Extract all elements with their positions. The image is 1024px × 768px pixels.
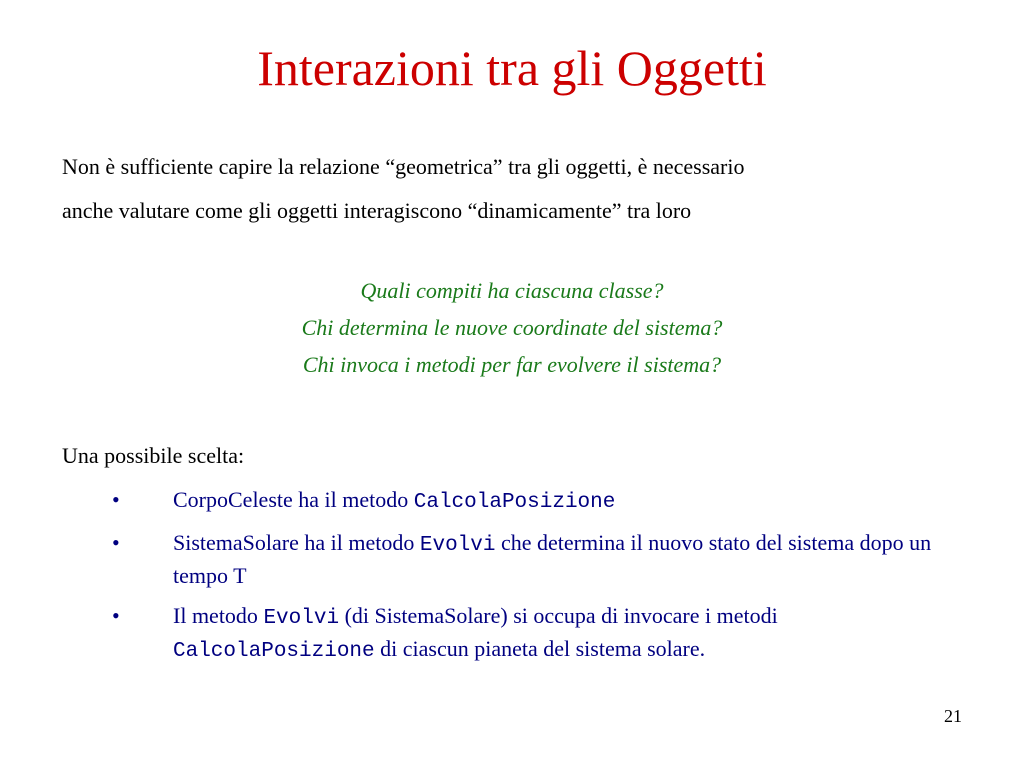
- page-number: 21: [944, 706, 962, 726]
- bullet-3-text-a: Il metodo: [173, 603, 264, 628]
- bullet-2-code: Evolvi: [419, 534, 496, 557]
- choice-label: Una possibile scelta:: [62, 443, 245, 468]
- intro-line-2: anche valutare come gli oggetti interagiscono “dinamicamente” tra loro: [62, 198, 692, 223]
- bullet-item-1: [0, 485, 963, 518]
- question-1: Quali compiti ha ciascuna classe?: [360, 278, 664, 303]
- questions-block: [0, 272, 1024, 383]
- bullet-dot: •: [112, 603, 120, 628]
- bullet-list: [0, 485, 1024, 677]
- bullet-3-text-c: di ciascun pianeta del sistema solare.: [374, 636, 706, 661]
- bullet-3-text-b: (di SistemaSolare) si occupa di invocare i metodi: [339, 603, 778, 628]
- bullet-1-text: CorpoCeleste ha il metodo: [173, 487, 414, 512]
- bullet-item-3: [0, 601, 963, 667]
- question-3: Chi invoca i metodi per far evolvere il sistema?: [302, 352, 722, 377]
- bullet-2-text-b: che determina il nuovo stato del sistema dopo un tempo T: [173, 530, 932, 588]
- bullet-1-code: CalcolaPosizione: [413, 491, 616, 514]
- intro-paragraph: [62, 145, 982, 233]
- bullet-3-code-a: Evolvi: [263, 607, 340, 630]
- bullet-3-code-b: CalcolaPosizione: [173, 640, 375, 663]
- slide-title: Interazioni tra gli Oggetti: [257, 40, 767, 96]
- intro-line-1: Non è sufficiente capire la relazione “geometrica” tra gli oggetti, è necessario: [62, 154, 745, 179]
- bullet-2-text-a: SistemaSolare ha il metodo: [173, 530, 420, 555]
- question-2: Chi determina le nuove coordinate del sistema?: [301, 315, 723, 340]
- bullet-item-2: [0, 528, 963, 591]
- bullet-dot: •: [112, 530, 120, 555]
- bullet-dot: •: [112, 487, 120, 512]
